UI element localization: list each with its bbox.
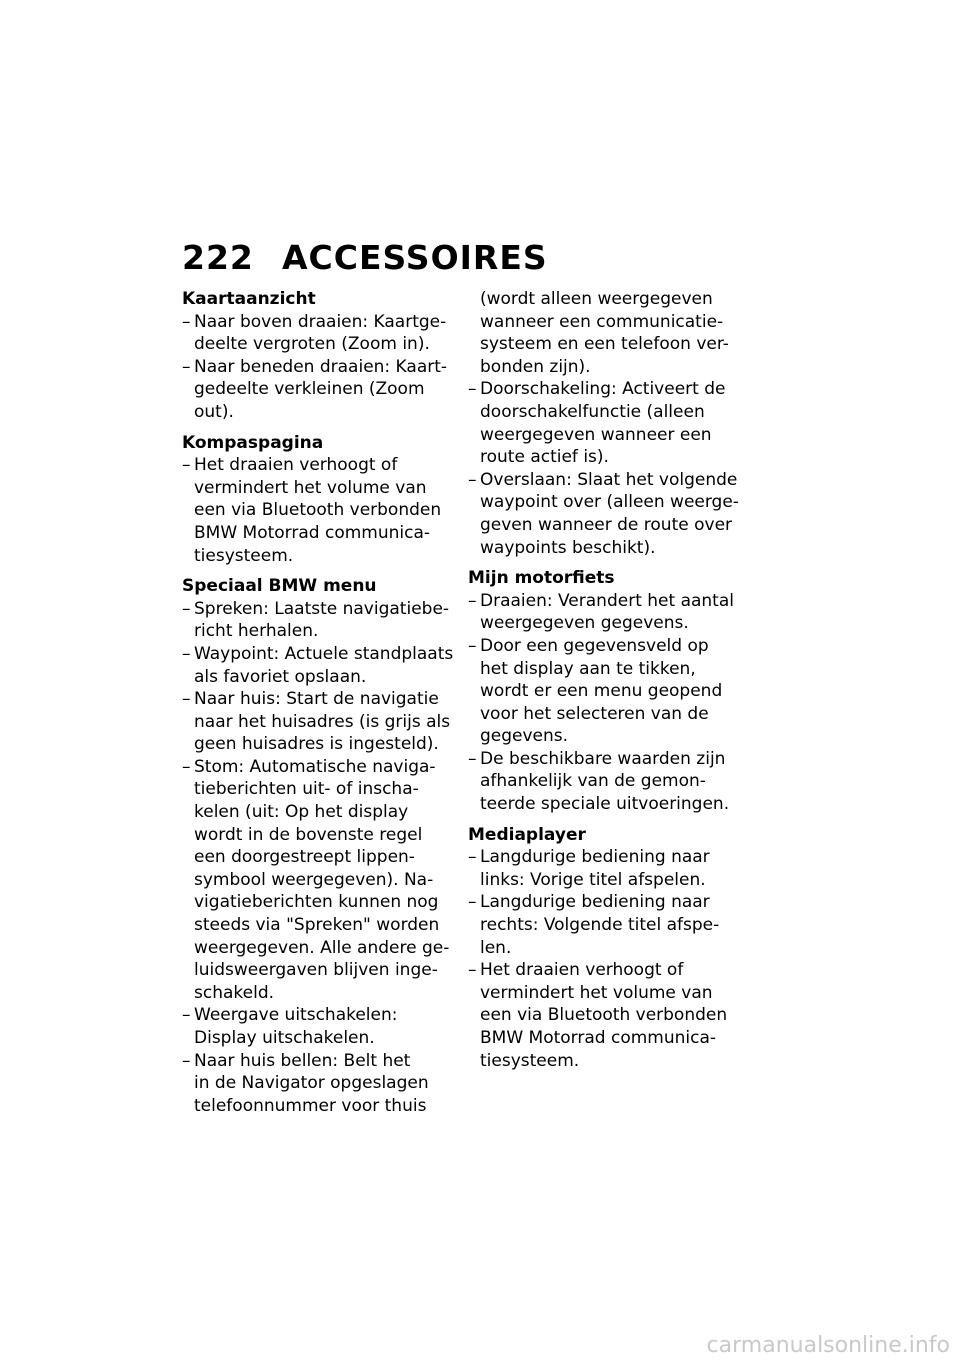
dash-bullet: – bbox=[182, 455, 191, 476]
list-item bbox=[468, 891, 740, 959]
text-line: wanneer een communicatie- bbox=[480, 311, 724, 332]
list-item-line: Waypoint: Actuele standplaats bbox=[194, 643, 454, 664]
list-item-line: afhankelijk van de gemon- bbox=[480, 771, 706, 792]
list-item-line: Doorschakeling: Activeert de bbox=[480, 379, 726, 400]
list-item-line: gegevens. bbox=[480, 726, 569, 747]
section-heading: Kompaspagina bbox=[182, 432, 324, 453]
watermark: carmanualsonline.info bbox=[706, 1333, 950, 1358]
list-item-line: symbool weergegeven). Na- bbox=[194, 869, 434, 890]
list-item-line: out). bbox=[194, 401, 234, 422]
list-item-line: Het draaien verhoogt of bbox=[480, 960, 684, 981]
bullet-list bbox=[468, 590, 740, 816]
bullet-list bbox=[182, 598, 454, 1118]
page-header bbox=[182, 238, 548, 277]
list-item-line: telefoonnummer voor thuis bbox=[194, 1095, 427, 1116]
section-heading: Kaartaanzicht bbox=[182, 289, 316, 309]
list-item-line: route actief is). bbox=[480, 447, 609, 468]
list-item-line: kelen (uit: Op het display bbox=[194, 802, 409, 823]
list-item bbox=[182, 356, 454, 424]
list-item-line: deelte vergroten (Zoom in). bbox=[194, 334, 430, 355]
list-item-line: het display aan te tikken, bbox=[480, 658, 696, 679]
list-item-line: vermindert het volume van bbox=[480, 982, 713, 1003]
list-item-line: Naar beneden draaien: Kaart- bbox=[194, 356, 448, 377]
list-item bbox=[468, 748, 740, 816]
section-heading: Mijn motorfiets bbox=[468, 568, 615, 589]
list-item-line: als favoriet opslaan. bbox=[194, 666, 367, 687]
right-column bbox=[468, 288, 740, 1080]
list-item bbox=[182, 688, 454, 756]
list-item-line: Langdurige bediening naar bbox=[480, 892, 710, 913]
list-item bbox=[182, 311, 454, 356]
list-item bbox=[468, 846, 740, 891]
list-item-line: in de Navigator opgeslagen bbox=[194, 1073, 429, 1094]
dash-bullet: – bbox=[182, 756, 191, 777]
dash-bullet: – bbox=[182, 1050, 191, 1071]
continued-text bbox=[468, 288, 740, 378]
list-item-line: een via Bluetooth verbonden bbox=[480, 1005, 728, 1026]
list-item bbox=[468, 590, 740, 635]
section-kaartaanzicht bbox=[182, 288, 454, 424]
list-item bbox=[468, 378, 740, 468]
bullet-list bbox=[468, 378, 740, 559]
dash-bullet: – bbox=[468, 960, 477, 981]
list-item-line: BMW Motorrad communica- bbox=[480, 1028, 717, 1048]
list-item-line: een doorgestreept lippen- bbox=[194, 847, 415, 868]
list-item bbox=[182, 1050, 454, 1118]
list-item-line: naar het huisadres (is grijs als bbox=[194, 711, 451, 732]
list-item-line: geen huisadres is ingesteld). bbox=[194, 734, 439, 755]
list-item-line: weergegeven. Alle andere ge- bbox=[194, 937, 450, 958]
list-item-line: doorschakelfunctie (alleen bbox=[480, 401, 705, 422]
list-item-line: gedeelte verkleinen (Zoom bbox=[194, 379, 425, 400]
section-speciaal-bmw-menu bbox=[182, 575, 454, 1117]
list-item-line: wordt in de bovenste regel bbox=[194, 824, 423, 845]
list-item-line: luidsweergaven blijven inge- bbox=[194, 960, 438, 981]
list-item-line: weergegeven wanneer een bbox=[480, 424, 712, 445]
list-item-line: tiesysteem. bbox=[480, 1050, 580, 1071]
list-item bbox=[182, 598, 454, 643]
list-item-line: Weergave uitschakelen: bbox=[194, 1005, 398, 1026]
section-mediaplayer bbox=[468, 824, 740, 1073]
list-item-line: vermindert het volume van bbox=[194, 477, 427, 498]
list-item bbox=[468, 959, 740, 1072]
list-item bbox=[182, 643, 454, 688]
dash-bullet: – bbox=[468, 748, 477, 769]
list-item-line: schakeld. bbox=[194, 982, 275, 1003]
list-item-line: BMW Motorrad communica- bbox=[194, 522, 431, 543]
list-item-line: wordt er een menu geopend bbox=[480, 681, 723, 702]
section-mijn-motorfiets bbox=[468, 567, 740, 816]
list-item-line: Stom: Automatische naviga- bbox=[194, 756, 436, 777]
list-item-line: len. bbox=[480, 937, 512, 958]
dash-bullet: – bbox=[182, 1005, 191, 1026]
list-item-line: tieberichten uit- of inscha- bbox=[194, 779, 419, 800]
list-item bbox=[468, 469, 740, 559]
section-kompaspagina bbox=[182, 432, 454, 568]
text-line: (wordt alleen weergegeven bbox=[480, 289, 713, 309]
dash-bullet: – bbox=[468, 379, 477, 400]
dash-bullet: – bbox=[468, 469, 477, 490]
list-item bbox=[182, 756, 454, 1005]
bullet-list bbox=[468, 846, 740, 1072]
list-item-line: Display uitschakelen. bbox=[194, 1028, 375, 1048]
list-item-line: tiesysteem. bbox=[194, 545, 294, 566]
list-item-line: vigatieberichten kunnen nog bbox=[194, 892, 439, 913]
dash-bullet: – bbox=[468, 635, 477, 656]
list-item-line: teerde speciale uitvoeringen. bbox=[480, 794, 730, 815]
bullet-list bbox=[182, 311, 454, 424]
list-item-line: Spreken: Laatste navigatiebe- bbox=[194, 598, 450, 619]
section-heading: Speciaal BMW menu bbox=[182, 576, 377, 597]
page-number: 222 bbox=[182, 238, 254, 277]
dash-bullet: – bbox=[468, 590, 477, 611]
list-item bbox=[468, 635, 740, 748]
list-item-line: Naar huis: Start de navigatie bbox=[194, 689, 439, 710]
dash-bullet: – bbox=[182, 643, 191, 664]
list-item-line: Langdurige bediening naar bbox=[480, 847, 710, 868]
dash-bullet: – bbox=[182, 356, 191, 377]
section-heading: Mediaplayer bbox=[468, 824, 586, 845]
text-line: systeem en een telefoon ver- bbox=[480, 334, 729, 355]
list-item-line: geven wanneer de route over bbox=[480, 514, 733, 535]
list-item-line: rechts: Volgende titel afspe- bbox=[480, 915, 720, 936]
list-item-line: De beschikbare waarden zijn bbox=[480, 748, 726, 769]
list-item-line: Door een gegevensveld op bbox=[480, 635, 709, 656]
left-column bbox=[182, 288, 454, 1125]
dash-bullet: – bbox=[468, 892, 477, 913]
list-item-line: richt herhalen. bbox=[194, 621, 319, 642]
chapter-title: ACCESSOIRES bbox=[282, 238, 548, 277]
list-item-line: Draaien: Verandert het aantal bbox=[480, 590, 734, 611]
dash-bullet: – bbox=[182, 689, 191, 710]
list-item-line: een via Bluetooth verbonden bbox=[194, 500, 442, 521]
list-item-line: Naar huis bellen: Belt het bbox=[194, 1050, 411, 1071]
list-item-line: waypoint over (alleen weerge- bbox=[480, 492, 739, 513]
list-item-line: weergegeven gegevens. bbox=[480, 613, 689, 634]
list-item-line: steeds via "Spreken" worden bbox=[194, 915, 440, 936]
bullet-list bbox=[182, 454, 454, 567]
text-line: bonden zijn). bbox=[480, 356, 591, 377]
list-item-line: waypoints beschikt). bbox=[480, 537, 656, 558]
list-item-line: voor het selecteren van de bbox=[480, 703, 709, 724]
dash-bullet: – bbox=[468, 847, 477, 868]
list-item-line: links: Vorige titel afspelen. bbox=[480, 869, 706, 890]
list-item-line: Overslaan: Slaat het volgende bbox=[480, 469, 738, 490]
list-item bbox=[182, 1004, 454, 1049]
list-item-line: Naar boven draaien: Kaartge- bbox=[194, 311, 447, 332]
dash-bullet: – bbox=[182, 598, 191, 619]
dash-bullet: – bbox=[182, 311, 191, 332]
list-item bbox=[182, 454, 454, 567]
list-item-line: Het draaien verhoogt of bbox=[194, 455, 398, 476]
